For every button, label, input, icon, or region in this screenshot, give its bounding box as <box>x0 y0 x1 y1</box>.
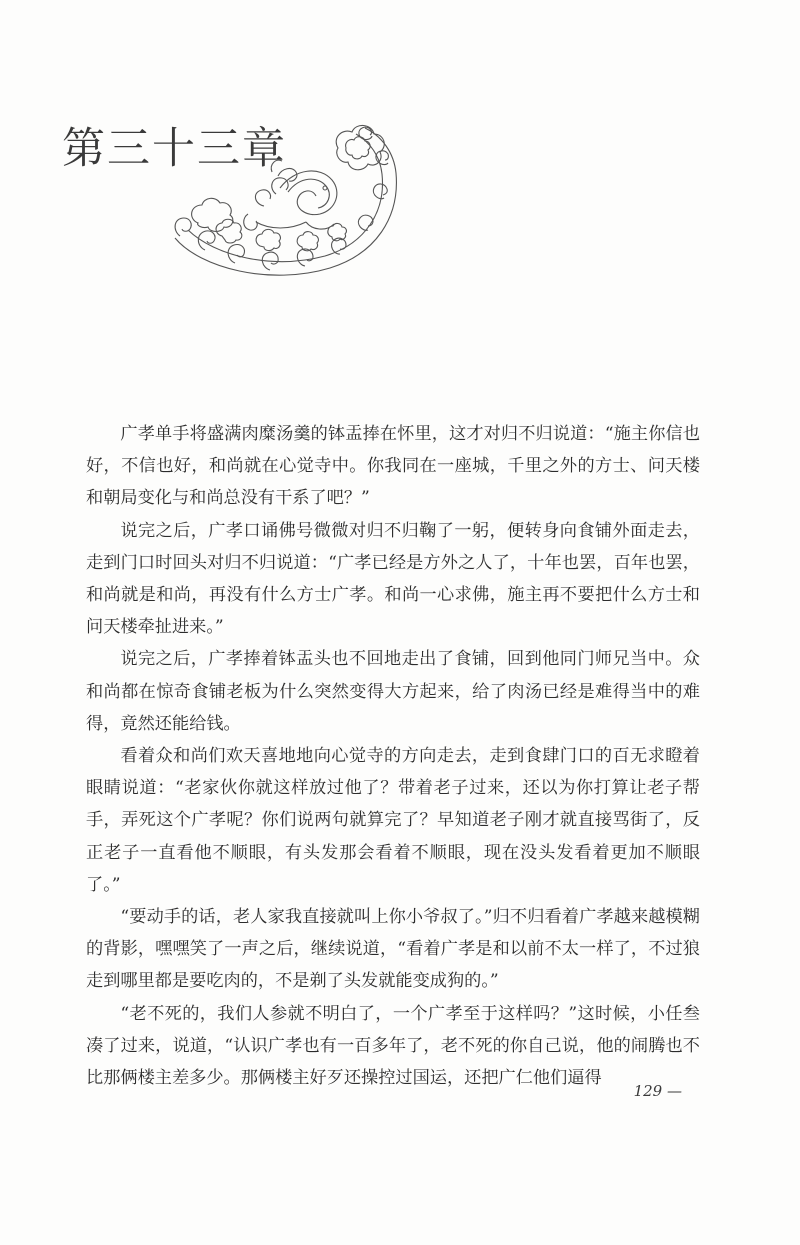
page-number: 129 — <box>633 1082 682 1100</box>
cloud-dragon-ornament-icon <box>160 118 410 288</box>
paragraph-2: 说完之后，广孝口诵佛号微微对归不归鞠了一躬，便转身向食铺外面走去，走到门口时回头对归不归说道：“广孝已经是方外之人了，十年也罢，百年也罢，和尚就是和尚，再没有什么方士广孝。和尚一心求佛，施主再不要把什么方士和问天楼牵扯进来。” <box>86 520 700 638</box>
paragraph-1: 广孝单手将盛满肉糜汤羹的钵盂捧在怀里，这才对归不归说道：“施主你信也好，不信也好，和尚就在心觉寺中。你我同在一座城，千里之外的方士、问天楼和朝局变化与和尚总没有干系了吧？” <box>86 424 700 509</box>
chapter-title: 第三十三章 <box>62 124 287 174</box>
chapter-body <box>86 418 700 1094</box>
paragraph-6: “老不死的，我们人参就不明白了，一个广孝至于这样吗？”这时候，小任叁凑了过来，说道，“认识广孝也有一百多年了，老不死的你自己说，他的闹腾也不比那俩楼主差多少。那俩楼主好歹还操控过国运，还把广仁他们逼得 <box>86 1003 700 1089</box>
paragraph-5: “要动手的话，老人家我直接就叫上你小爷叔了。”归不归看着广孝越来越模糊的背影，嘿嘿笑了一声之后，继续说道，“看着广孝是和以前不太一样了，不过狼走到哪里都是要吃肉的，不是剃了头发就能变成狗的。” <box>86 907 700 992</box>
paragraph-4: 看着众和尚们欢天喜地地向心觉寺的方向走去，走到食肆门口的百无求瞪着眼睛说道：“老家伙你就这样放过他了？带着老子过来，还以为你打算让老子帮手，弄死这个广孝呢？你们说两句就算完了？早知道老子刚才就直接骂街了，反正老子一直看他不顺眼，有头发那会看着不顺眼，现在没头发看着更加不顺眼了。” <box>86 746 700 895</box>
paragraph-3: 说完之后，广孝捧着钵盂头也不回地走出了食铺，回到他同门师兄当中。众和尚都在惊奇食铺老板为什么突然变得大方起来，给了肉汤已经是难得当中的难得，竟然还能给钱。 <box>86 649 700 734</box>
